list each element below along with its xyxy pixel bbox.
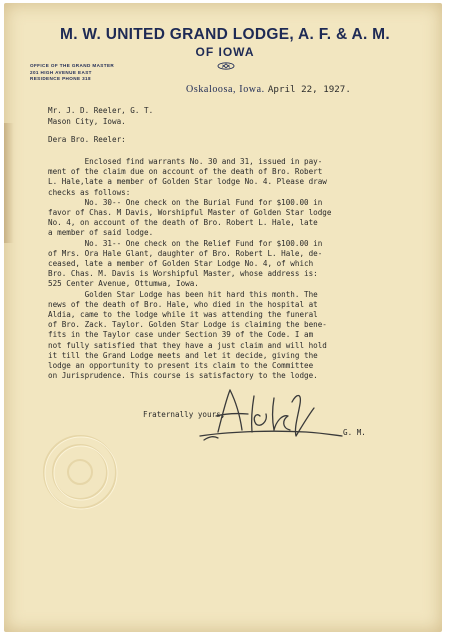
body-line: No. 30-- One check on the Burial Fund for $100.00 in: [48, 197, 323, 207]
body-line: fits in the Taylor case under Section 39 of the Code. I am: [48, 330, 314, 340]
body-line: news of the death of Bro. Hale, who died in the hospital at: [48, 299, 318, 309]
body-line: lodge an opportunity to present its claim to the Committee: [48, 361, 314, 371]
body-line: 525 Center Avenue, Ottumwa, Iowa.: [48, 279, 199, 289]
office-info: [30, 63, 114, 83]
dateline-date: April 22, 1927.: [267, 84, 351, 95]
body-line: of Mrs. Ora Hale Glant, daughter of Bro. Robert L. Hale, de-: [48, 248, 323, 258]
recipient-line: Mason City, Iowa.: [48, 116, 126, 126]
handwritten-signature: [196, 386, 356, 444]
body-line: favor of Chas. M Davis, Worshipful Master of Golden Star lodge: [48, 208, 332, 218]
letterhead-subtitle: OF IOWA: [195, 45, 255, 59]
inside-address: [48, 106, 153, 127]
body-line: Enclosed find warrants No. 30 and 31, issued in pay-: [48, 157, 323, 166]
body-line: No. 31-- One check on the Relief Fund for $100.00 in: [48, 238, 323, 248]
recipient-line: Mr. J. D. Reeler, G. T.: [48, 106, 154, 115]
body-line: No. 4, on account of the death of Bro. Robert L. Hale, late: [48, 218, 318, 228]
letterhead-title: M. W. UNITED GRAND LODGE, A. F. & A. M.: [59, 26, 391, 43]
body-line: of Bro. Zack. Taylor. Golden Star Lodge is claiming the bene-: [48, 320, 327, 330]
salutation: Dera Bro. Reeler:: [48, 135, 126, 144]
body-line: Golden Star Lodge has been hit hard this month. The: [48, 289, 318, 299]
office-line: 201 HIGH AVENUE EAST: [30, 69, 92, 75]
body-line: on Jurisprudence. This course is satisfactory to the lodge.: [48, 371, 318, 381]
embossed-seal-icon: [40, 432, 120, 512]
office-line: RESIDENCE PHONE 318: [30, 76, 91, 81]
body-line: ment of the claim due on account of the death of Bro. Robert: [48, 167, 323, 177]
dateline: [186, 84, 351, 95]
office-line: OFFICE OF THE GRAND MASTER: [30, 63, 115, 68]
body-line: L. Hale,late a member of Golden Star lodge No. 4. Please draw: [48, 177, 327, 187]
dateline-place: Oskaloosa, Iowa.: [186, 84, 265, 95]
signer-title: G. M.: [343, 428, 366, 437]
body-line: not fully satisfied that they have a just claim and will hold: [48, 340, 327, 350]
letter-body: [48, 157, 408, 381]
body-line: a member of said lodge.: [48, 228, 154, 238]
body-line: Aldia, came to the lodge while it was attending the funeral: [48, 310, 318, 320]
paper-stain: [4, 123, 14, 243]
body-line: Bro. Chas. M. Davis is Worshipful Master, whose address is:: [48, 269, 318, 279]
body-line: ceased, late a member of Golden Star Lodge No. 4, of which: [48, 259, 314, 269]
closing: Fraternally yours,: [143, 410, 226, 419]
square-and-compass-emblem-icon: [217, 62, 235, 70]
body-line: checks as follows:: [48, 187, 131, 197]
body-line: it till the Grand Lodge meets and let it decide, giving the: [48, 350, 318, 360]
